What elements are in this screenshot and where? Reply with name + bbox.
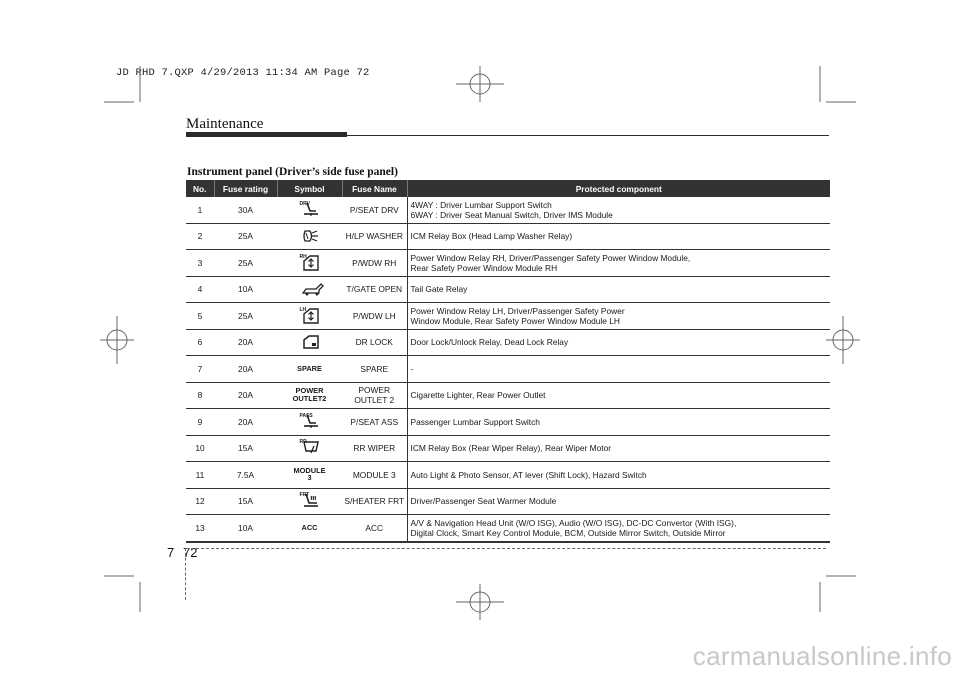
- fuse-name-line-1: RR WIPER: [353, 443, 396, 454]
- fuse-number: 8: [186, 382, 214, 409]
- seat-heater-icon: [282, 490, 338, 512]
- headlamp-washer-icon: [282, 225, 338, 247]
- table-row: [186, 197, 830, 223]
- protected-line-1: Power Window Relay LH, Driver/Passenger Safety Power: [410, 305, 625, 316]
- fuse-rating: 25A: [214, 303, 277, 330]
- fuse-number: 10: [186, 435, 214, 462]
- seat-pass-icon: [282, 411, 338, 433]
- symbol-text-1: ACC: [301, 522, 318, 532]
- table-row: [186, 356, 830, 383]
- fuse-symbol: [277, 303, 342, 330]
- table-row: [186, 488, 830, 515]
- symbol-text-2: OUTLET2: [292, 393, 327, 403]
- protected-component: [407, 329, 830, 356]
- table-row: [186, 303, 830, 330]
- protected-line-1: Door Lock/Unlock Relay, Dead Lock Relay: [410, 337, 569, 348]
- fuse-rating: 7.5A: [214, 462, 277, 489]
- fuse-symbol: [277, 435, 342, 462]
- table-row: [186, 329, 830, 356]
- fuse-rating: 20A: [214, 356, 277, 383]
- symbol-tag: DRV: [299, 200, 310, 207]
- fuse-name-line-1: SPARE: [360, 363, 389, 374]
- table-row: [186, 223, 830, 250]
- symbol-tag: LH: [299, 306, 307, 313]
- protected-line-2: Digital Clock, Smart Key Control Module, BCM, Outside Mirror Switch, Outside Mirror: [410, 527, 726, 538]
- fuse-name-line-1: POWER: [358, 385, 391, 396]
- footer-dashed-rule: [186, 548, 826, 549]
- fuse-number: 12: [186, 488, 214, 515]
- fuse-name: [342, 356, 407, 383]
- protected-component: [407, 250, 830, 277]
- footer-dashed-vertical: [185, 548, 186, 600]
- header-protected-component: Protected component: [407, 180, 830, 197]
- symbol-tag: RH: [299, 253, 307, 260]
- fuse-symbol: [277, 223, 342, 250]
- symbol-text-1: MODULE: [293, 465, 326, 475]
- fuse-number: 11: [186, 462, 214, 489]
- chapter-number: 7: [167, 545, 175, 560]
- fuse-rating: 25A: [214, 250, 277, 277]
- power-window-rh-icon: [282, 252, 338, 274]
- protected-component: [407, 515, 830, 542]
- fuse-name: [342, 197, 407, 223]
- seat-drv-icon: [282, 199, 338, 221]
- fuse-name: [342, 462, 407, 489]
- fuse-symbol: [277, 515, 342, 542]
- fuse-number: 1: [186, 197, 214, 223]
- fuse-number: 7: [186, 356, 214, 383]
- protected-line-1: -: [410, 363, 414, 374]
- header-fuse-name: Fuse Name: [342, 180, 407, 197]
- fuse-symbol: [277, 250, 342, 277]
- fuse-table-header: [186, 180, 830, 197]
- protected-line-1: Tail Gate Relay: [410, 284, 468, 295]
- protected-line-1: A/V & Navigation Head Unit (W/O ISG), Audio (W/O ISG), DC-DC Convertor (With ISG),: [410, 517, 737, 528]
- fuse-name-line-1: DR LOCK: [355, 337, 393, 348]
- fuse-rating: 15A: [214, 488, 277, 515]
- fuse-number: 5: [186, 303, 214, 330]
- fuse-symbol: [277, 329, 342, 356]
- fuse-name-line-1: T/GATE OPEN: [346, 284, 403, 295]
- protected-line-1: Cigarette Lighter, Rear Power Outlet: [410, 390, 546, 401]
- fuse-number: 13: [186, 515, 214, 542]
- fuse-name-line-1: P/WDW LH: [352, 310, 396, 321]
- fuse-rating: 20A: [214, 382, 277, 409]
- symbol-label: [282, 517, 338, 539]
- fuse-number: 4: [186, 276, 214, 303]
- fuse-rating: 20A: [214, 409, 277, 436]
- symbol-tag: RR: [299, 439, 307, 446]
- fuse-name-line-1: P/SEAT DRV: [349, 204, 399, 215]
- header-fuse-rating: Fuse rating: [214, 180, 277, 197]
- protected-line-1: ICM Relay Box (Rear Wiper Relay), Rear Wiper Motor: [410, 443, 612, 454]
- fuse-name: [342, 223, 407, 250]
- table-row: [186, 435, 830, 462]
- fuse-name: [342, 488, 407, 515]
- table-row: [186, 250, 830, 277]
- protected-component: [407, 435, 830, 462]
- protected-line-1: Power Window Relay RH, Driver/Passenger Safety Power Window Module,: [410, 252, 691, 263]
- page-number-value: 72: [183, 545, 198, 560]
- fuse-name-line-1: H/LP WASHER: [345, 231, 403, 242]
- header-no: No.: [186, 180, 214, 197]
- protected-component: [407, 276, 830, 303]
- fuse-name: [342, 409, 407, 436]
- protected-component: [407, 488, 830, 515]
- table-row: [186, 515, 830, 542]
- symbol-label: [282, 384, 338, 406]
- symbol-label: [282, 358, 338, 380]
- title-rule-thick: [186, 132, 347, 137]
- power-window-lh-icon: [282, 305, 338, 327]
- protected-line-2: 6WAY : Driver Seat Manual Switch, Driver IMS Module: [410, 209, 613, 220]
- fuse-name-line-1: P/WDW RH: [352, 257, 397, 268]
- tail-gate-icon: [282, 278, 338, 300]
- fuse-symbol: [277, 382, 342, 409]
- protected-line-1: ICM Relay Box (Head Lamp Washer Relay): [410, 231, 573, 242]
- fuse-name-line-1: P/SEAT ASS: [350, 416, 399, 427]
- fuse-symbol: [277, 462, 342, 489]
- symbol-tag: PASS: [299, 412, 313, 419]
- title-rule-thin: [347, 135, 829, 136]
- protected-component: [407, 303, 830, 330]
- fuse-number: 3: [186, 250, 214, 277]
- fuse-symbol: [277, 276, 342, 303]
- watermark: carmanualsonline.info: [692, 641, 952, 671]
- fuse-name-line-1: ACC: [365, 522, 384, 533]
- fuse-name: [342, 250, 407, 277]
- table-row: [186, 409, 830, 436]
- fuse-symbol: [277, 356, 342, 383]
- rear-wiper-icon: [282, 437, 338, 459]
- fuse-number: 6: [186, 329, 214, 356]
- fuse-name-line-2: OUTLET 2: [354, 395, 395, 406]
- fuse-rating: 10A: [214, 515, 277, 542]
- fuse-name: [342, 515, 407, 542]
- protected-component: [407, 223, 830, 250]
- protected-line-1: Auto Light & Photo Sensor, AT lever (Shift Lock), Hazard Switch: [410, 469, 647, 480]
- fuse-number: 2: [186, 223, 214, 250]
- protected-component: [407, 382, 830, 409]
- protected-line-1: Passenger Lumbar Support Switch: [410, 416, 540, 427]
- symbol-text-2: 3: [307, 473, 312, 483]
- fuse-symbol: [277, 409, 342, 436]
- protected-component: [407, 409, 830, 436]
- table-subtitle: Instrument panel (Driver’s side fuse panel): [187, 166, 398, 178]
- fuse-name-line-1: MODULE 3: [352, 469, 396, 480]
- symbol-text-1: SPARE: [297, 363, 322, 373]
- fuse-name-line-1: S/HEATER FRT: [344, 496, 405, 507]
- table-row: [186, 382, 830, 409]
- symbol-label: [282, 464, 338, 486]
- header-symbol: Symbol: [277, 180, 342, 197]
- fuse-name: [342, 276, 407, 303]
- fuse-rating: 15A: [214, 435, 277, 462]
- symbol-tag: FRT: [299, 492, 310, 499]
- table-row: [186, 276, 830, 303]
- protected-line-2: Rear Safety Power Window Module RH: [410, 262, 558, 273]
- protected-line-2: Window Module, Rear Safety Power Window Module LH: [410, 315, 620, 326]
- fuse-name: [342, 382, 407, 409]
- fuse-symbol: [277, 197, 342, 223]
- symbol-text-1: POWER: [295, 386, 324, 396]
- section-title: Maintenance: [186, 116, 264, 132]
- fuse-table: [186, 180, 830, 543]
- fuse-number: 9: [186, 409, 214, 436]
- fuse-name: [342, 329, 407, 356]
- door-lock-icon: [282, 331, 338, 353]
- fuse-name: [342, 303, 407, 330]
- protected-component: [407, 197, 830, 223]
- fuse-rating: 10A: [214, 276, 277, 303]
- fuse-rating: 25A: [214, 223, 277, 250]
- protected-component: [407, 462, 830, 489]
- fuse-rating: 20A: [214, 329, 277, 356]
- protected-line-1: Driver/Passenger Seat Warmer Module: [410, 496, 557, 507]
- fuse-name: [342, 435, 407, 462]
- table-row: [186, 462, 830, 489]
- fuse-rating: 30A: [214, 197, 277, 223]
- fuse-symbol: [277, 488, 342, 515]
- print-job-header: JD RHD 7.QXP 4/29/2013 11:34 AM Page 72: [116, 67, 370, 79]
- protected-line-1: 4WAY : Driver Lumbar Support Switch: [410, 199, 552, 210]
- protected-component: [407, 356, 830, 383]
